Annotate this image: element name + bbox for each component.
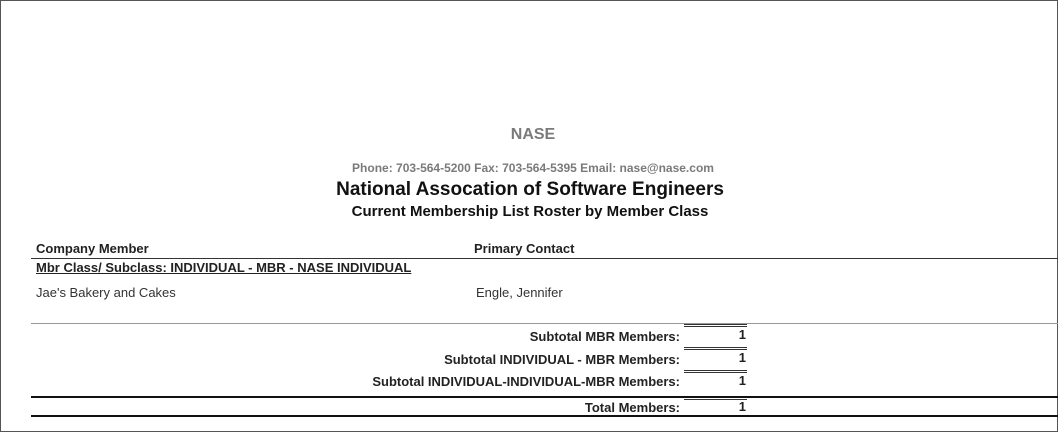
report-subtitle: Current Membership List Roster by Member Class: [351, 203, 709, 220]
member-class-group-label: Mbr Class/ Subclass: INDIVIDUAL - MBR - NASE INDIVIDUAL: [36, 260, 412, 275]
header-divider: [31, 258, 1058, 259]
row-company-member: Jae's Bakery and Cakes: [36, 285, 176, 300]
row-primary-contact: Engle, Jennifer: [476, 285, 563, 300]
subtotal-mbr-value: 1: [738, 327, 746, 342]
column-header-primary-contact: Primary Contact: [474, 241, 575, 256]
subtotal-individual-individual-mbr-label: Subtotal INDIVIDUAL-INDIVIDUAL-MBR Members:: [372, 374, 680, 389]
subtotal-individual-mbr-value: 1: [738, 350, 746, 365]
subtotal-divider: [31, 323, 1058, 324]
subtotal-mbr-label: Subtotal MBR Members:: [529, 329, 680, 344]
org-contact-line: Phone: 703-564-5200 Fax: 703-564-5395 Email: nase@nase.com: [352, 161, 714, 175]
subtotal-individual-individual-mbr-value: 1: [738, 373, 746, 388]
total-members-value: 1: [738, 399, 746, 414]
total-members-label: Total Members:: [584, 400, 680, 415]
total-divider-top: [31, 396, 1058, 398]
column-header-company-member: Company Member: [36, 241, 149, 256]
subtotal-individual-mbr-label: Subtotal INDIVIDUAL - MBR Members:: [444, 352, 680, 367]
report-title: National Assocation of Software Engineers: [336, 179, 724, 200]
total-divider-bottom: [31, 415, 1058, 417]
org-abbreviation: NASE: [510, 126, 556, 143]
